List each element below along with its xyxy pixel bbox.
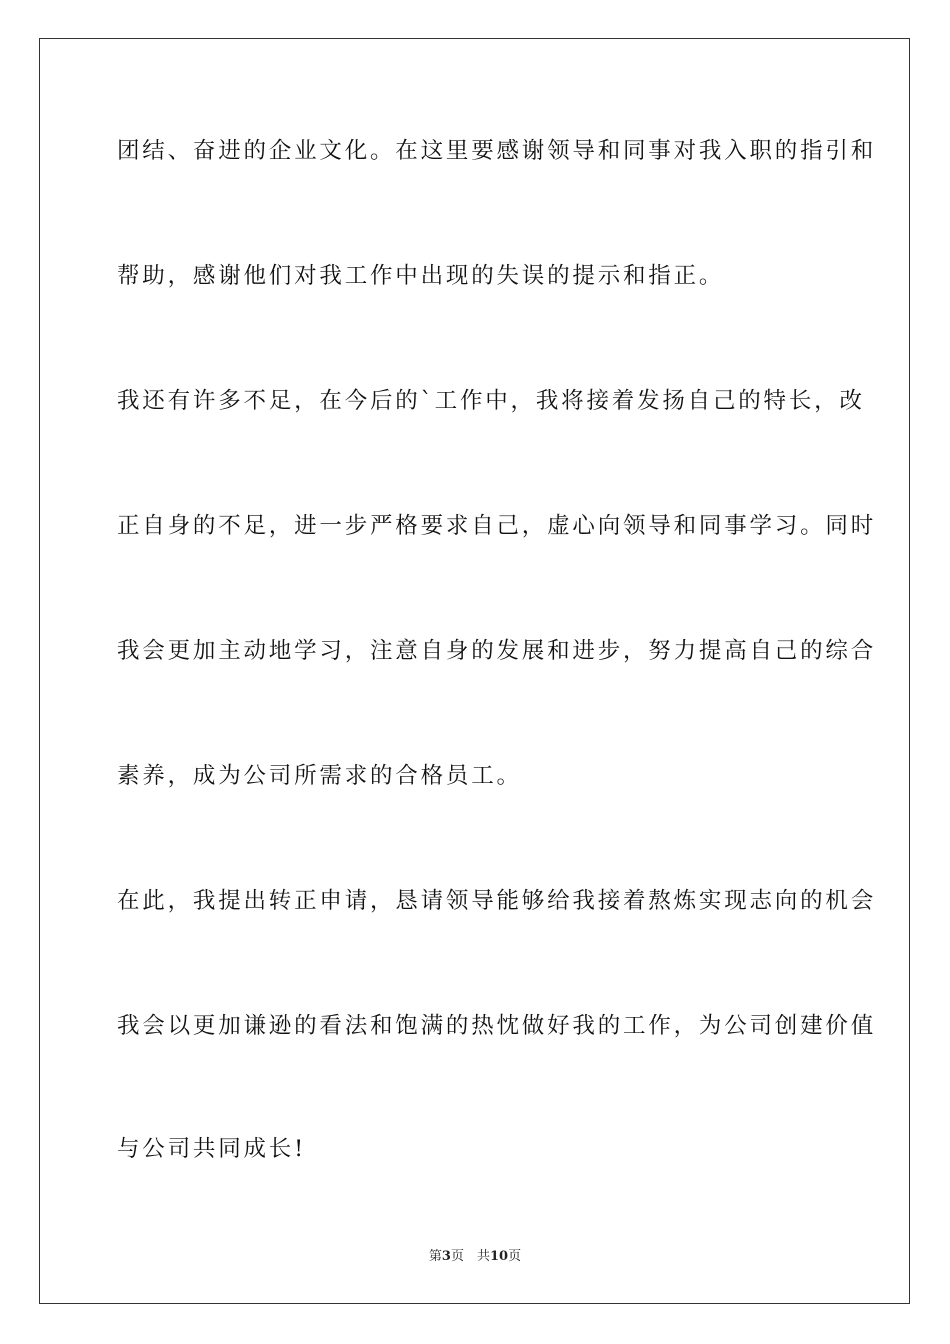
body-line-2: 帮助，感谢他们对我工作中出现的失误的提示和指正。 [117,263,725,289]
body-line-3: 我还有许多不足，在今后的`工作中，我将接着发扬自己的特长，改 [117,388,865,414]
page-frame [39,38,910,1304]
body-line-1: 团结、奋进的企业文化。在这里要感谢领导和同事对我入职的指引和 [117,138,877,164]
footer-total-pages: 10 [489,1249,509,1264]
body-line-6: 素养，成为公司所需求的合格员工。 [117,763,522,789]
body-line-5: 我会更加主动地学习，注意自身的发展和进步，努力提高自己的综合 [117,638,877,664]
body-line-7: 在此，我提出转正申请，恳请领导能够给我接着熬炼实现志向的机会 [117,888,877,914]
body-line-9: 与公司共同成长! [117,1136,306,1162]
body-line-4: 正自身的不足，进一步严格要求自己，虚心向领导和同事学习。同时 [117,513,877,539]
footer-current-page: 3 [441,1249,451,1264]
footer-mid: 页 共 [450,1249,490,1264]
page-footer [0,1248,950,1266]
footer-prefix: 第 [428,1249,442,1264]
footer-suffix: 页 [508,1249,522,1264]
body-line-8: 我会以更加谦逊的看法和饱满的热忱做好我的工作，为公司创建价值 [117,1013,877,1039]
